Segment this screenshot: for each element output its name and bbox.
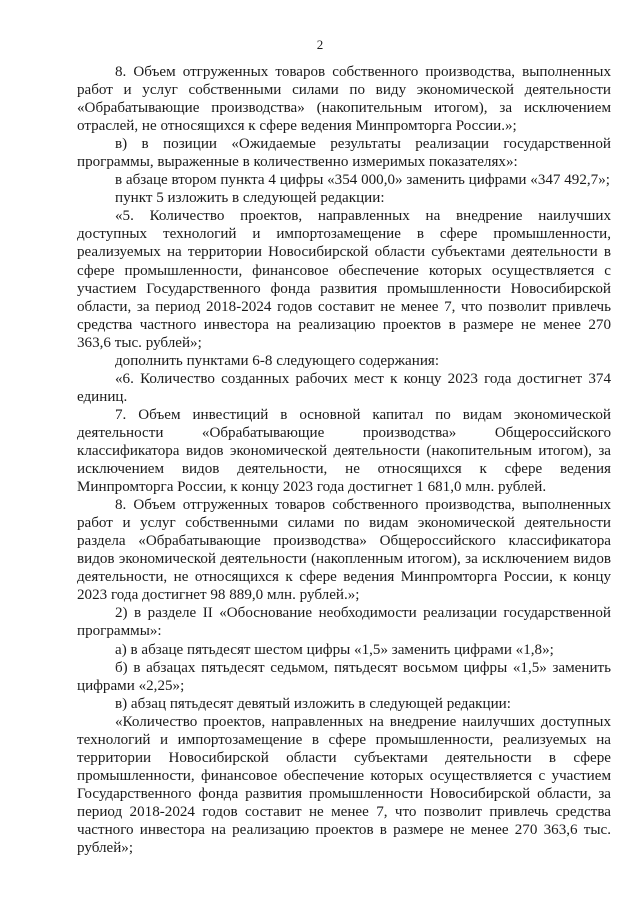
paragraph-point-7-text: 7. Объем инвестиций в основной капитал по видам экономической деятельности «Обрабатывающие производства» Общероссийского классификатора видов экономической деятельности (накопительным итогом), за исключением видов деятельности, не относящихся к сфере ведения Минпромторга России, к концу 2023 года достигнет 1 681,0 млн. рублей.: [77, 406, 611, 496]
paragraph-amend-point-4: в абзаце втором пункта 4 цифры «354 000,0» заменить цифрами «347 492,7»;: [115, 172, 610, 189]
paragraph-subitem-b: б) в абзацах пятьдесят седьмом, пятьдесят восьмом цифры «1,5» заменить цифрами «2,25»;: [77, 659, 611, 694]
paragraph-paragraph-59-text: «Количество проектов, направленных на внедрение наилучших доступных технологий и импортозамещение в сфере промышленности, реализуемых на территории Новосибирской области субъектами деятельности в сфере промышленности, финансовое обеспечение которых осуществляется с участием Государственного фонда развития промышленности Новосибирской области, за период 2018-2024 годов составит не менее 7, что позволит привлечь средства частного инвестора на реализацию проектов в размере не менее 270 363,6 тыс. рублей»;: [77, 713, 611, 857]
paragraph-subitem-a: а) в абзаце пятьдесят шестом цифры «1,5» заменить цифрами «1,8»;: [115, 641, 554, 658]
paragraph-point-5-text: «5. Количество проектов, направленных на внедрение наилучших доступных технологий и импортозамещение в сфере промышленности, реализуемых на территории Новосибирской области субъектами деятельности в сфере промышленности, финансовое обеспечение которых осуществляется с участием Государственного фонда развития промышленности Новосибирской области, за период 2018-2024 годов составит не менее 7, что позволит привлечь средства частного инвестора на реализацию проектов в размере не менее 270 363,6 тыс. рублей»;: [77, 208, 611, 351]
paragraph-item-8-objem-otgruzhennyh: 8. Объем отгруженных товаров собственного производства, выполненных работ и услуг собственными силами по виду экономической деятельности «Обрабатывающие производства» (накопительным итогом), за исключением отраслей, не относящихся к сфере ведения Минпромторга России.»;: [77, 64, 611, 135]
paragraph-subitem-v-ozhidaemye-rezultaty: в) в позиции «Ожидаемые результаты реализации государственной программы, выраженные в количественно измеримых показателях»:: [77, 136, 611, 171]
paragraph-section-2-amendment: 2) в разделе II «Обоснование необходимости реализации государственной программы»:: [77, 605, 611, 640]
paragraph-point-5-new-wording-intro: пункт 5 изложить в следующей редакции:: [115, 190, 385, 207]
page-number: 2: [316, 37, 324, 52]
paragraph-point-8-text: 8. Объем отгруженных товаров собственного производства, выполненных работ и услуг собственными силами по видам экономической деятельности раздела «Обрабатывающие производства» Общероссийского классификатора видов экономической деятельности (накопленным итогом), за исключением видов деятельности, не относящихся к сфере ведения Минпромторга России, к концу 2023 года достигнет 98 889,0 млн. рублей.»;: [77, 497, 611, 604]
paragraph-subitem-v: в) абзац пятьдесят девятый изложить в следующей редакции:: [115, 695, 511, 712]
document-body: [77, 63, 611, 857]
paragraph-add-points-6-8-intro: дополнить пунктами 6-8 следующего содержания:: [115, 352, 440, 369]
paragraph-point-6-text: «6. Количество созданных рабочих мест к концу 2023 года достигнет 374 единиц.: [77, 370, 611, 405]
